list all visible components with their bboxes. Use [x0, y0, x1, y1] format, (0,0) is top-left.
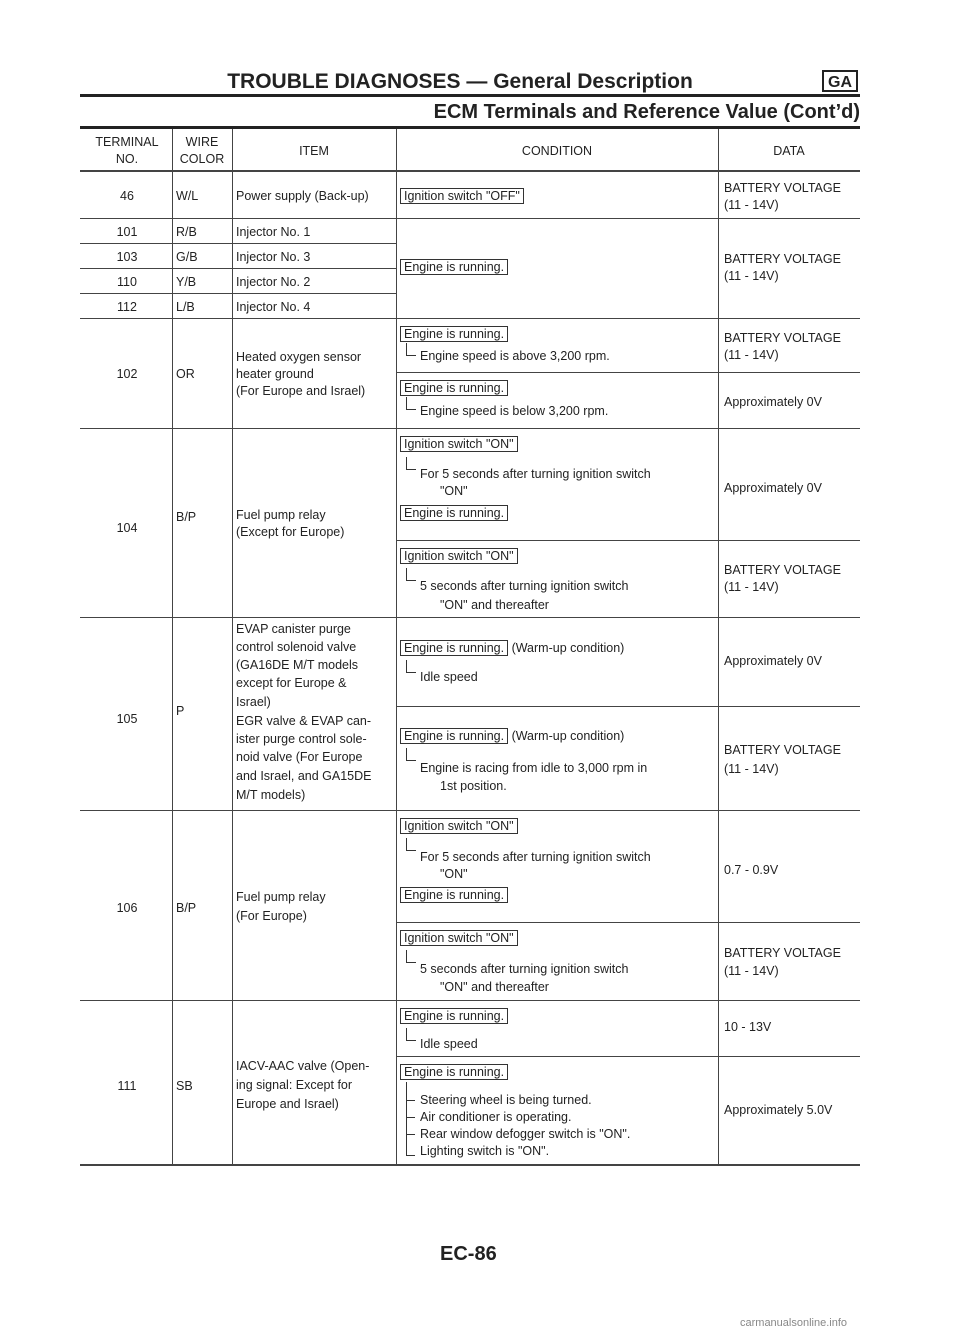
wire-color: B/P	[176, 901, 197, 915]
item-text: Injector No. 4	[236, 300, 311, 314]
item-text: and Israel, and GA15DE	[236, 769, 372, 783]
condition-text: 5 seconds after turning ignition switch	[420, 962, 629, 976]
terminal-no: 111	[117, 1079, 137, 1093]
row-rule	[80, 243, 396, 244]
row-rule	[80, 1000, 860, 1001]
data-text: BATTERY VOLTAGE	[724, 563, 841, 577]
sub-condition-arrow-icon	[406, 457, 416, 470]
item-text: Injector No. 2	[236, 275, 311, 289]
condition-text: Engine is racing from idle to 3,000 rpm in	[420, 761, 648, 775]
condition-text: Engine speed is above 3,200 rpm.	[420, 349, 610, 363]
page-subtitle: ECM Terminals and Reference Value (Cont’d)	[433, 101, 860, 123]
condition-text: Ignition switch "ON"	[400, 436, 518, 452]
item-text: Fuel pump relay	[236, 890, 326, 904]
condition-list-item: Rear window defogger switch is "ON".	[420, 1127, 631, 1141]
sub-condition-arrow-icon	[406, 660, 416, 673]
row-rule	[396, 372, 860, 373]
data-text: (11 - 14V)	[724, 964, 779, 978]
col-header-wire-color: COLOR	[179, 152, 225, 166]
item-text: EGR valve & EVAP can-	[236, 714, 372, 728]
wire-color: G/B	[176, 250, 198, 264]
data-text: BATTERY VOLTAGE	[724, 743, 841, 757]
condition-text: For 5 seconds after turning ignition switch	[420, 850, 651, 864]
item-text: (GA16DE M/T models	[236, 658, 359, 672]
sub-condition-arrow-icon	[406, 950, 416, 963]
item-text: heater ground	[236, 367, 314, 381]
condition-list-item: Air conditioner is operating.	[420, 1110, 572, 1124]
condition-text: For 5 seconds after turning ignition switch	[420, 467, 651, 481]
condition-text: Engine is running.	[400, 1064, 508, 1080]
wire-color: B/P	[176, 510, 197, 524]
sub-condition-arrow-icon	[406, 397, 416, 410]
col-divider	[232, 129, 233, 1165]
col-header-wire: WIRE	[185, 135, 219, 149]
item-text: ing signal: Except for	[236, 1078, 353, 1092]
data-text: (11 - 14V)	[724, 580, 779, 594]
condition-text: Idle speed	[420, 1037, 478, 1051]
condition-text: "ON" and thereafter	[440, 598, 549, 612]
row-rule	[396, 922, 860, 923]
sub-condition-arrow-icon	[406, 838, 416, 851]
condition-list-item: Lighting switch is "ON".	[420, 1144, 550, 1158]
data-text: Approximately 0V	[724, 654, 822, 668]
condition-text: Engine is running.	[400, 505, 508, 521]
wire-color: L/B	[176, 300, 195, 314]
row-rule	[396, 540, 860, 541]
item-text: noid valve (For Europe	[236, 750, 363, 764]
data-text: 10 - 13V	[724, 1020, 772, 1034]
terminal-no: 110	[117, 275, 137, 289]
item-text: Heated oxygen sensor	[236, 350, 362, 364]
sub-condition-arrow-icon	[406, 1028, 416, 1041]
wire-color: Y/B	[176, 275, 197, 289]
wire-color: R/B	[176, 225, 197, 239]
condition-text: Ignition switch "ON"	[400, 818, 518, 834]
condition-text: Ignition switch "ON"	[400, 548, 518, 564]
wire-color: SB	[176, 1079, 193, 1093]
terminal-no: 102	[116, 367, 138, 381]
page-title: TROUBLE DIAGNOSES — General Description	[227, 70, 693, 93]
data-text: BATTERY VOLTAGE	[724, 331, 841, 345]
watermark: carmanualsonline.info	[740, 1317, 848, 1329]
condition-text: Ignition switch "ON"	[400, 930, 518, 946]
item-text: Injector No. 3	[236, 250, 311, 264]
data-text: (11 - 14V)	[724, 269, 779, 283]
item-text: (For Europe and Israel)	[236, 384, 366, 398]
terminal-no: 105	[116, 712, 138, 726]
condition-text: Engine is running.	[400, 380, 508, 396]
wire-color: P	[176, 704, 185, 718]
terminal-no: 112	[117, 300, 137, 314]
item-text: ister purge control sole-	[236, 732, 367, 746]
item-text: Power supply (Back-up)	[236, 189, 369, 203]
row-rule	[80, 428, 860, 429]
condition-text: Engine is running.	[400, 887, 508, 903]
sub-condition-arrow-icon	[406, 748, 416, 761]
sub-condition-arrow-icon	[406, 568, 416, 581]
col-header-terminal: TERMINAL	[95, 135, 159, 149]
row-rule	[80, 810, 860, 811]
data-text: (11 - 14V)	[724, 762, 779, 776]
condition-text: Engine is running.	[400, 326, 508, 342]
wire-color: OR	[176, 367, 195, 381]
condition-text: Ignition switch "OFF"	[400, 188, 524, 204]
sub-condition-bracket-icon	[406, 1082, 407, 1156]
table-top-rule	[80, 126, 860, 129]
condition-text: Engine is running.	[400, 1008, 508, 1024]
condition-text: Engine is running. (Warm-up condition)	[400, 640, 624, 656]
data-text: BATTERY VOLTAGE	[724, 181, 841, 195]
terminal-no: 46	[120, 189, 134, 203]
table-bottom-rule	[80, 1164, 860, 1166]
item-text: control solenoid valve	[236, 640, 357, 654]
data-text: Approximately 5.0V	[724, 1103, 833, 1117]
col-divider	[172, 129, 173, 1165]
data-text: (11 - 14V)	[724, 348, 779, 362]
terminal-no: 103	[116, 250, 138, 264]
row-rule	[80, 293, 396, 294]
item-text: Injector No. 1	[236, 225, 311, 239]
terminal-no: 106	[116, 901, 138, 915]
data-text: Approximately 0V	[724, 395, 822, 409]
item-text: (Except for Europe)	[236, 525, 345, 539]
col-header-terminal-no: NO.	[115, 152, 139, 166]
condition-text: Idle speed	[420, 670, 478, 684]
condition-text: "ON"	[440, 484, 468, 498]
row-rule	[396, 1056, 860, 1057]
row-rule	[80, 318, 860, 319]
section-badge: GA	[822, 70, 858, 92]
item-text: Israel)	[236, 695, 271, 709]
terminal-no: 101	[116, 225, 138, 239]
condition-text: Engine is running.	[400, 259, 508, 275]
condition-text: "ON" and thereafter	[440, 980, 549, 994]
item-text: except for Europe &	[236, 676, 347, 690]
sub-condition-arrow-icon	[406, 343, 416, 356]
condition-text: Engine is running. (Warm-up condition)	[400, 728, 624, 744]
item-text: IACV-AAC valve (Open-	[236, 1059, 370, 1073]
data-text: (11 - 14V)	[724, 198, 779, 212]
condition-text: 1st position.	[440, 779, 507, 793]
row-rule	[80, 617, 860, 618]
data-text: BATTERY VOLTAGE	[724, 946, 841, 960]
item-text: EVAP canister purge	[236, 622, 351, 636]
condition-text: Engine speed is below 3,200 rpm.	[420, 404, 609, 418]
wire-color: W/L	[176, 189, 199, 203]
item-text: (For Europe)	[236, 909, 307, 923]
row-rule	[80, 218, 860, 219]
data-text: Approximately 0V	[724, 481, 822, 495]
item-text: M/T models)	[236, 788, 306, 802]
terminal-no: 104	[116, 521, 138, 535]
col-header-item: ITEM	[299, 144, 329, 158]
col-divider	[718, 129, 719, 1165]
col-header-condition: CONDITION	[521, 144, 593, 158]
condition-list-item: Steering wheel is being turned.	[420, 1093, 592, 1107]
row-rule	[396, 706, 860, 707]
data-text: BATTERY VOLTAGE	[724, 252, 841, 266]
row-rule	[80, 268, 396, 269]
data-text: 0.7 - 0.9V	[724, 863, 779, 877]
condition-text: 5 seconds after turning ignition switch	[420, 579, 629, 593]
col-divider	[396, 129, 397, 1165]
page-number: EC-86	[440, 1243, 497, 1265]
item-text: Fuel pump relay	[236, 508, 326, 522]
header-rule	[80, 170, 860, 172]
title-rule	[80, 94, 860, 97]
condition-text: "ON"	[440, 867, 468, 881]
col-header-data: DATA	[773, 144, 805, 158]
item-text: Europe and Israel)	[236, 1097, 339, 1111]
